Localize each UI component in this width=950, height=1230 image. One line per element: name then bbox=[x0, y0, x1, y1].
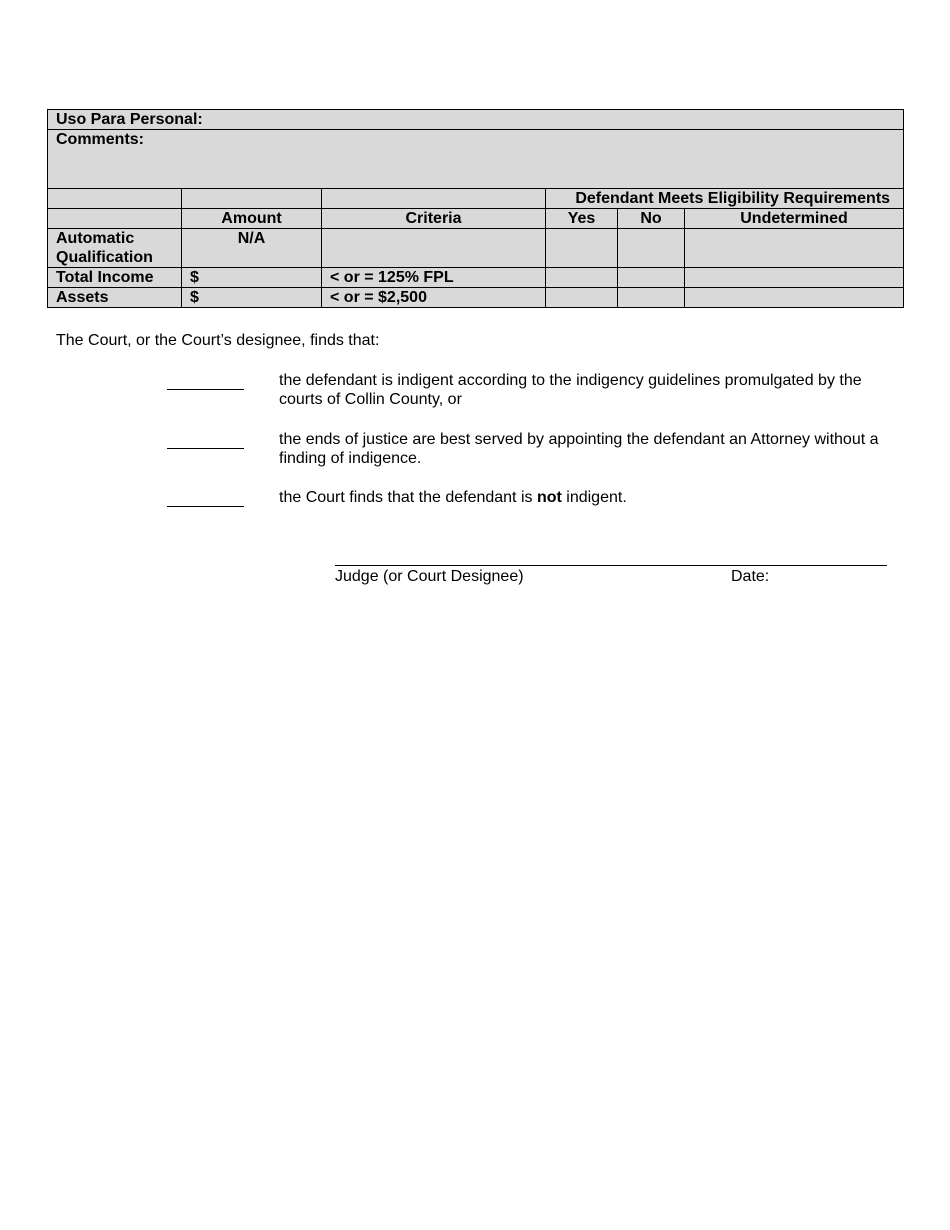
empty-cell bbox=[182, 189, 322, 209]
comments-label: Comments: bbox=[56, 131, 145, 148]
comments-field[interactable] bbox=[48, 130, 904, 189]
finding-text-after: indigent. bbox=[561, 489, 627, 506]
table-row-total-income bbox=[48, 268, 904, 288]
criteria-cell: < or = $2,500 bbox=[322, 288, 546, 308]
no-cell[interactable] bbox=[618, 268, 685, 288]
yes-cell[interactable] bbox=[546, 229, 618, 268]
row-label: Assets bbox=[48, 288, 182, 308]
amount-cell[interactable]: $ bbox=[182, 288, 322, 308]
amount-cell: N/A bbox=[182, 229, 322, 268]
empty-cell bbox=[48, 189, 182, 209]
yes-cell[interactable] bbox=[546, 288, 618, 308]
staff-use-label: Uso Para Personal: bbox=[48, 110, 904, 130]
yes-cell[interactable] bbox=[546, 268, 618, 288]
finding-blank[interactable] bbox=[167, 430, 244, 449]
finding-text: the ends of justice are best served by appointing the defendant an Attorney without a finding of indigence. bbox=[279, 431, 879, 467]
row-label: Automatic Qualification bbox=[48, 229, 182, 268]
finding-text: the defendant is indigent according to the indigency guidelines promulgated by the courts of Collin County, or bbox=[279, 372, 862, 408]
no-cell[interactable] bbox=[618, 229, 685, 268]
criteria-cell bbox=[322, 229, 546, 268]
date-label: Date: bbox=[731, 568, 770, 585]
column-header-criteria: Criteria bbox=[322, 209, 546, 229]
empty-cell bbox=[48, 209, 182, 229]
signature-line[interactable] bbox=[335, 565, 887, 566]
finding-blank[interactable] bbox=[167, 488, 244, 507]
undetermined-cell[interactable] bbox=[685, 268, 904, 288]
empty-cell bbox=[322, 189, 546, 209]
table-row-automatic-qualification bbox=[48, 229, 904, 268]
undetermined-cell[interactable] bbox=[685, 229, 904, 268]
criteria-cell: < or = 125% FPL bbox=[322, 268, 546, 288]
column-header-no: No bbox=[618, 209, 685, 229]
undetermined-cell[interactable] bbox=[685, 288, 904, 308]
no-cell[interactable] bbox=[618, 288, 685, 308]
finding-text bbox=[279, 488, 889, 507]
judge-label: Judge (or Court Designee) bbox=[335, 568, 524, 585]
column-header-yes: Yes bbox=[546, 209, 618, 229]
finding-emphasis: not bbox=[536, 489, 562, 506]
staff-use-table bbox=[47, 109, 904, 308]
eligibility-header: Defendant Meets Eligibility Requirements bbox=[546, 189, 904, 209]
finding-blank[interactable] bbox=[167, 371, 244, 390]
findings-intro: The Court, or the Court’s designee, finds that: bbox=[56, 332, 380, 349]
row-label: Total Income bbox=[48, 268, 182, 288]
column-header-amount: Amount bbox=[182, 209, 322, 229]
table-row-assets bbox=[48, 288, 904, 308]
column-header-undetermined: Undetermined bbox=[685, 209, 904, 229]
amount-cell[interactable]: $ bbox=[182, 268, 322, 288]
finding-text-before: the Court finds that the defendant is bbox=[279, 489, 537, 506]
